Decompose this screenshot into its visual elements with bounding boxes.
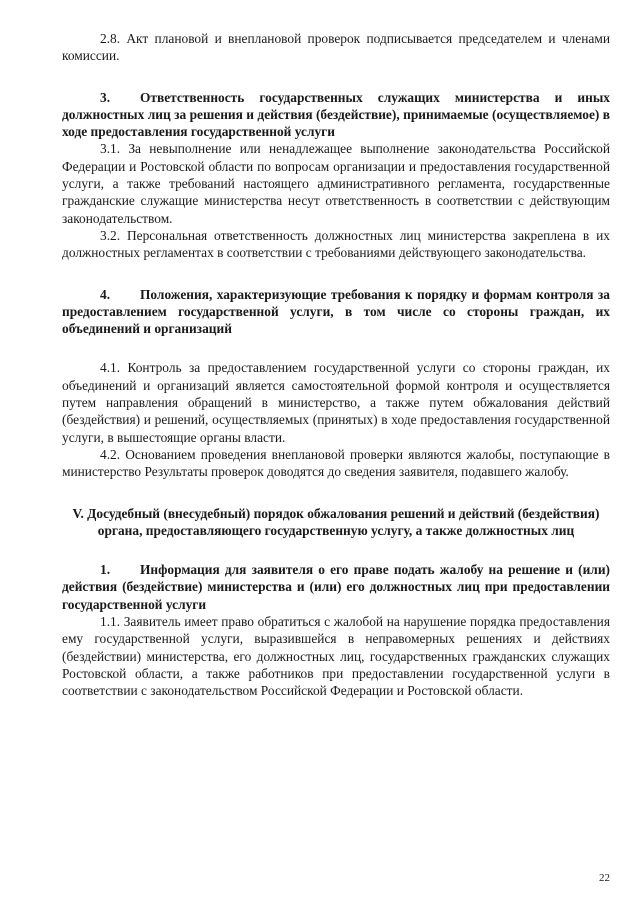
- subsection-1-number: 1.: [100, 562, 111, 578]
- section-3-number: 3.: [100, 89, 111, 105]
- section-4-heading: [62, 286, 610, 338]
- subsection-1-heading: [62, 561, 610, 613]
- section-3-heading: [62, 89, 610, 141]
- paragraph-3-2: 3.2. Персональная ответственность должностных лиц министерства закреплена в их должностных регламентах в соответствии с требованиями действующего законодательства.: [62, 227, 610, 261]
- subsection-1-title: Информация для заявителя о его праве подать жалобу на решение и (или) действия (бездействие) министерства и (или) его должностных лиц при предоставлении государственной услуги: [62, 562, 610, 612]
- paragraph-2-8: 2.8. Акт плановой и внеплановой проверок подписывается председателем и членами комиссии.: [62, 31, 610, 64]
- section-4-title: Положения, характеризующие требования к порядку и формам контроля за предоставлением государственной услуги, в том числе со стороны граждан, их объединений и организаций: [62, 286, 610, 337]
- paragraph-4-2: 4.2. Основанием проведения внеплановой проверки являются жалобы, поступающие в министерство Результаты проверок доводятся до сведения заявителя, подавшего жалобу.: [62, 446, 610, 480]
- paragraph-1-1: 1.1. Заявитель имеет право обратиться с жалобой на нарушение порядка предоставления ему государственной услуги, выразившейся в неправомерных решениях и действиях (бездействии) министерства, его должностных лиц, государственных гражданских служащих Ростовской области, а также работников при предоставлении государственной услуги в соответствии с законодательством Российской Федерации и Ростовской области.: [62, 614, 610, 699]
- section-4-number: 4.: [100, 286, 111, 302]
- section-v-title: V. Досудебный (внесудебный) порядок обжалования решений и действий (бездействия) органа, предоставляющего государственную услугу, а также должностных лиц: [72, 505, 600, 538]
- document-page: [62, 30, 610, 700]
- paragraph-4-1: 4.1. Контроль за предоставлением государственной услуги со стороны граждан, их объединений и организаций является самостоятельной формой контроля и осуществляется путем направления обращений в министерство, а также путем обжалования действий (бездействия) и решений, осуществляемых (принятых) в ходе предоставления государственной услуги, в вышестоящие органы власти.: [62, 360, 610, 445]
- paragraph-3-1: 3.1. За невыполнение или ненадлежащее выполнение законодательства Российской Федерации и Ростовской области по вопросам организации и предоставления государственной услуги, а также требований настоящего административного регламента, государственные гражданские служащие министерства несут ответственность в соответствии с действующим законодательством.: [62, 141, 610, 226]
- page-number: 22: [599, 872, 610, 884]
- section-3-title: Ответственность государственных служащих министерства и иных должностных лиц за решения и действия (бездействие), принимаемые (осуществляемое) в ходе предоставления государственной услуги: [62, 89, 610, 140]
